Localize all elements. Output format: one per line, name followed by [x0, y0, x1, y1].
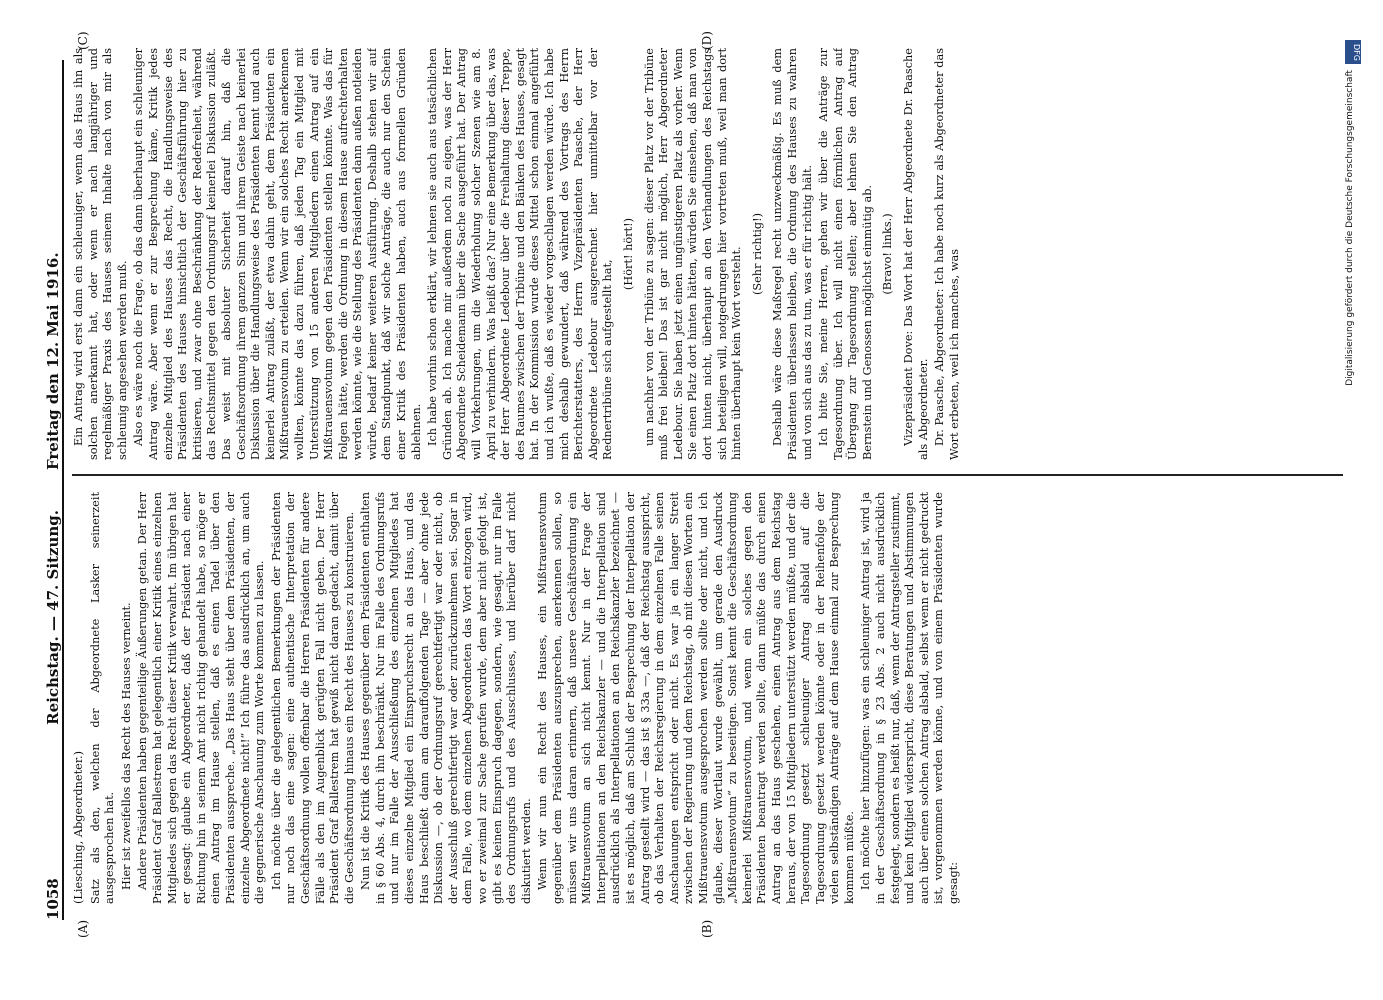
left-column-paragraph: Ich möchte hier hinzufügen: was ein schleuniger Antrag ist, wird ja in der Geschäftsordnung in § 23 Abs. 2 auch nicht ausdrücklich festgelegt, sondern es heißt nur, daß, wenn der Antragsteller zustimmt, und kein Mitglied widerspricht, diese Beratungen und Abstimmungen auch über einen solchen Antrag alsbald, selbst wenn er nicht gedruckt ist, vorgenommen werden könne, und von einem Präsidenten wurde gesagt: — [859, 492, 961, 904]
session-title: Reichstag. — 47. Sitzung. — [44, 510, 62, 725]
right-column — [72, 48, 1343, 460]
right-column-paragraph: Ein Antrag wird erst dann ein schleuniger, wenn das Haus ihn als solchen anerkannt hat, oder wenn er nach langjähriger und regelmäßiger Praxis des Hauses seinem Inhalte nach von mir als schleunig angesehen werden muß. — [72, 48, 129, 460]
page-number: 1058 — [44, 878, 62, 920]
left-column-paragraph: Hier ist zweifellos das Recht des Hauses verneint. — [119, 602, 133, 890]
right-column-paragraph: Ich bitte Sie, meine Herren, gehen wir über die Anträge zur Tagesordnung über. Ich will nicht einen förmlichen Antrag auf Übergang zur Tagesordnung stellen; aber lehnen Sie den Antrag Bernstein und Genossen möglichst einmütig ab. — [817, 48, 874, 460]
margin-marker-a: (A) — [76, 919, 90, 938]
left-column-paragraph: Andere Präsidenten haben gegenteilige Äußerungen getan. Der Herr Präsident Graf Ballestrem hat gelegentlich einer Kritik eines einzelnen Mitgliedes sich gegen das Recht dieser Kritik verwahrt. Im übrigen hat er gesagt: glaube ein Abgeordneter, daß der Präsident nach einer Richtung hin in seinem Amt nicht richtig gehandelt habe, so möge er einen Antrag im Hause stellen, daß es einen Tadel über den Präsidenten ausspreche. „Das Haus steht über dem Präsidenten, der einzelne Abgeordnete nicht!“ Ich führe das ausdrücklich an, um auch die gegnerische Anschauung zum Worte kommen zu lassen. — [136, 492, 267, 904]
right-column-paragraph: (Bravo! links.) — [881, 213, 895, 295]
margin-marker-c: (C) — [76, 31, 90, 50]
digitization-sidebar — [1345, 40, 1361, 386]
margin-marker-b: (B) — [700, 919, 714, 938]
right-column-paragraph: Vizepräsident Dove: Das Wort hat der Herr Abgeordnete Dr. Paasche als Abgeordneter. — [902, 48, 930, 460]
left-column — [72, 492, 1343, 904]
left-column-paragraph: Wenn wir nun ein Recht des Hauses, ein Mißtrauensvotum gegenüber dem Präsidenten auszusprechen, anerkennen sollen, so müssen wir uns daran erinnern, daß unsere Geschäftsordnung ein Mißtrauensvotum an sich nicht kennt. Nur in der Frage der Interpellationen an den Reichskanzler — und die Interpellation sind ausdrücklich als Interpellationen an den Reichskanzler bezeichnet — ist es möglich, daß am Schluß der Besprechung der Interpellation der Antrag gestellt wird — das ist § 33a —, daß der Reichstag ausspricht, ob das Verhalten der Reichsregierung in dem einzelnen Falle seinen Anschauungen entspricht oder nicht. Es war ja ein langer Streit zwischen der Regierung und dem Reichstag, ob mit diesen Worten ein Mißtrauensvotum ausgesprochen werden sollte oder nicht, und ich glaube, dieser Wortlaut wurde gewählt, um gerade den Ausdruck „Mißtrauensvotum“ zu beseitigen. Sonst kennt die Geschäftsordnung keinerlei Mißtrauensvotum, und wenn ein solches gegen den Präsidenten beantragt werden sollte, dann müßte das durch einen Antrag an das Haus geschehen, einen Antrag aus dem Reichstag heraus, der von 15 Mitgliedern unterstützt werden müßte, und der die Tagesordnung gesetzt schleuniger Antrag alsbald auf die Tagesordnung gesetzt werden könnte oder in der Reihenfolge der vielen selbständigen Anträge auf dem Hause einmal zur Besprechung kommen müßte. — [536, 492, 856, 904]
digitization-credit: Digitalisierung gefördert durch die Deutsche Forschungsgemeinschaft — [1345, 70, 1355, 386]
right-column-paragraph: Deshalb wäre diese Maßregel recht unzweckmäßig. Es muß dem Präsidenten überlassen bleiben, die Ordnung des Hauses zu wahren und von sich aus das zu tun, was er für richtig hält. — [771, 48, 814, 460]
right-column-paragraph: (Sehr richtig!) — [750, 212, 764, 296]
margin-marker-d: (D) — [700, 31, 714, 50]
right-column-paragraph: um nachher von der Tribüne zu sagen: dieser Platz vor der Tribüne muß frei bleiben! Das ist gar nicht möglich, Herr Abgeordneter Ledebour. Sie haben jetzt einen ungünstigeren Platz als vorher. Wenn Sie einen Platz dort hinten hätten, würden Sie einsehen, daß man von dort hinten nicht, überhaupt an den Verhandlungen des Reichstags sich beteiligen will, notgedrungen hier vortreten muß, weil man dort hinten überhaupt kein Wort versteht. — [642, 48, 744, 460]
dfg-logo: DFG — [1345, 40, 1361, 64]
right-column-paragraph: Also es wäre noch die Frage, ob das dann überhaupt ein schleuniger Antrag wäre. Aber wenn er zur Besprechung käme, Kritik jedes einzelne Mitglied des Hauses das Recht, die Handlungsweise des Präsidenten des Hauses hinsichtlich der Geschäftsführung hier zu kritisieren, und zwar ohne Beschränkung der Redefreiheit, während das Rechtsmittel gegen den Ordnungsruf keinerlei Diskussion zuläßt. Das weist mit absoluter Sicherheit darauf hin, daß die Geschäftsordnung ihrem ganzen Sinn und ihrem Geiste nach keinerlei Diskussion über die Handlungsweise des Präsidenten kennt und auch keinerlei Antrag zuläßt, der etwa dahin geht, dem Präsidenten ein Mißtrauensvotum zu erteilen. Wenn wir ein solches Recht anerkennen wollten, könnte das dazu führen, daß jeden Tag ein Mitglied mit Unterstützung von 15 anderen Mitgliedern einen Antrag auf ein Mißtrauensvotum gegen den Präsidenten stellen könnte. Was das für Folgen hätte, werden die Ordnung in diesem Hause aufrechterhalten werden könnte, wie die Stellung des Präsidenten dann außen notleiden würde, bedarf keiner weiteren Ausführung. Deshalb stehen wir auf dem Standpunkt, daß wir solche Anträge, die auch nur den Schein einer Kritik des Präsidenten haben, auch aus formellen Gründen ablehnen. — [132, 48, 423, 460]
right-column-paragraph: (Hört! hört!) — [621, 217, 635, 291]
left-column-paragraph: Nun ist die Kritik des Hauses gegenüber dem Präsidenten enthalten in § 60 Abs. 4, durch ihn beschränkt. Nur im Falle des Ordnungsrufs und nur im Falle der Ausschließung des einzelnen Mitgliedes hat dieses einzelne Mitglied ein Einspruchsrecht an das Haus, und das Haus beschließt dann am darauffolgenden Tage — aber ohne jede Diskussion —, ob der Ordnungsruf gerechtfertigt war oder nicht, ob der Ausschluß gerechtfertigt war oder zurückzunehmen sei. Sogar in dem Falle, wo dem einzelnen Abgeordneten das Wort entzogen wird, wo er zweimal zur Sache gerufen wurde, dem aber nicht gefolgt ist, gibt es keinen Einspruch dagegen, sondern, wie gesagt, nur im Falle des Ordnungsrufs und des Ausschlusses, und hierüber darf nicht diskutiert werden. — [359, 492, 533, 904]
column-divider — [72, 475, 1343, 477]
right-column-paragraph: Ich habe vorhin schon erklärt, wir lehnen sie auch aus tatsächlichen Gründen ab. Ich mache mir außerdem noch zu eigen, was der Herr Abgeordnete Scheidemann über die Sache ausgeführt hat. Der Antrag will Vorkehrungen, um die Wiederholung solcher Szenen wie am 8. April zu verhindern. Was heißt das? Nur eine Bemerkung über das, was der Herr Abgeordnete Ledebour über die Freihaltung dieser Treppe, des Raumes zwischen der Tribüne und den Bänken des Hauses, gesagt hat. In der Kommission wurde dieses Mittel schon einmal angeführt und ich wußte, daß es wieder vorgeschlagen werden würde. Ich habe mich deshalb gewundert, daß während des Vortrags des Herrn Berichterstatters, des Herrn Vizepräsidenten Paasche, der Herr Abgeordnete Ledebour ausgerechnet hier unmittelbar vor der Rednertribüne sich aufgestellt hat, — [426, 48, 615, 460]
header-right — [44, 60, 62, 490]
left-column-paragraph: Satz als den, welchen der Abgeordnete Lasker seinerzeit ausgesprochen hat. — [88, 492, 117, 904]
header-left — [44, 490, 62, 920]
left-column-paragraph: Ich möchte über die gelegentlichen Bemerkungen der Präsidenten nur noch das eine sagen: eine authentische Interpretation der Geschäftsordnung wollen offenbar die Herren Präsidenten für andere Fälle als den im Augenblick gerügten Fall nicht geben. Der Herr Präsident Graf Ballestrem hat gewiß nicht daran gedacht, damit über die Geschäftsordnung hinaus ein Recht des Hauses zu konstruieren. — [269, 492, 356, 904]
left-column-paragraph: (Liesching, Abgeordneter.) — [72, 751, 85, 904]
session-date: Freitag den 12. Mai 1916. — [44, 252, 62, 470]
page-header — [40, 60, 64, 920]
right-column-paragraph: Dr. Paasche, Abgeordneter: Ich habe noch kurz als Abgeordneter das Wort erbeten, weil ich manches, was — [933, 48, 961, 460]
